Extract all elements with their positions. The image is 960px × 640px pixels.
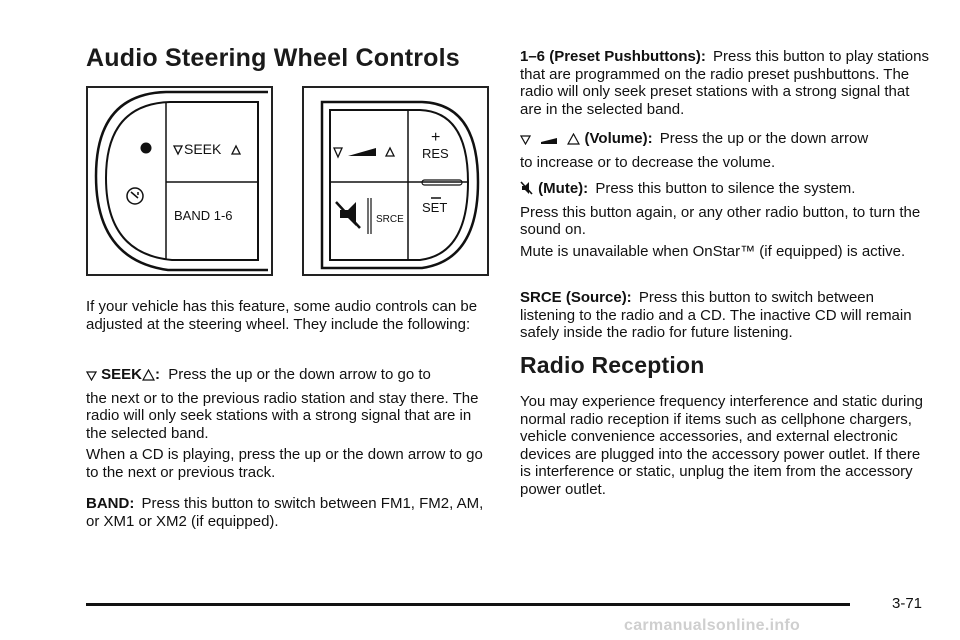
page-number: 3-71 xyxy=(892,595,923,612)
band-button-label: BAND 1-6 xyxy=(174,208,233,223)
band-term: BAND: xyxy=(86,495,135,512)
volume-mute-control-illustration xyxy=(304,88,487,274)
intro-paragraph: If your vehicle has this feature, some audio controls can be adjusted at the steering wheel. They include the following: xyxy=(86,298,478,333)
band-text: Press this button to switch between FM1, FM2, AM, or XM1 or XM2 (if equipped). xyxy=(86,495,484,530)
srce-paragraph xyxy=(520,289,930,342)
mute-icon xyxy=(520,181,534,200)
seek-up-arrow-icon xyxy=(232,146,240,154)
volume-up-arrow-icon xyxy=(386,148,394,156)
section-heading-radio-reception: Radio Reception xyxy=(520,352,705,378)
volume-level-icon xyxy=(541,132,557,150)
mute-speaker-icon xyxy=(336,202,360,228)
steering-control-figure-right xyxy=(302,86,489,276)
volume-wedge-icon xyxy=(348,148,376,156)
preset-text: Press this button to play stations that are programmed on the radio preset pushbuttons. The radio will only seek preset stations with a strong signal that are in the selected band. xyxy=(520,48,929,118)
seek-term: SEEK xyxy=(101,366,143,383)
mute-term: (Mute): xyxy=(538,180,589,197)
up-arrow-icon xyxy=(142,368,155,386)
volume-up-icon xyxy=(567,132,580,150)
srce-term: SRCE (Source): xyxy=(520,289,632,306)
seek-button-label: SEEK xyxy=(184,141,222,157)
res-button-label: RES xyxy=(422,146,449,161)
cd-paragraph: When a CD is playing, press the up or the down arrow to go to the next or previous track. xyxy=(86,446,483,481)
srce-text: Press this button to switch between listening to the radio and a CD. The inactive CD will remain safely inside the radio for future listening. xyxy=(520,289,912,341)
volume-lead-text: Press the up or the down arrow xyxy=(659,130,869,147)
voice-command-icon xyxy=(127,188,143,204)
seek-down-arrow-icon xyxy=(174,146,182,154)
seek-band-control-illustration xyxy=(88,88,271,274)
mute-paragraph xyxy=(520,180,930,239)
dot-icon xyxy=(141,143,152,154)
down-arrow-icon xyxy=(86,368,97,386)
seek-lead-text: Press the up or the down arrow to go to xyxy=(168,366,431,383)
seek-paragraph xyxy=(86,366,486,442)
mute-availability-paragraph: Mute is unavailable when OnStar™ (if equipped) is active. xyxy=(520,243,906,260)
preset-paragraph xyxy=(520,48,930,118)
preset-term: 1–6 (Preset Pushbuttons): xyxy=(520,48,706,65)
watermark: carmanualsonline.info xyxy=(624,617,801,634)
volume-rest-text: to increase or to decrease the volume. xyxy=(520,153,776,171)
volume-paragraph xyxy=(520,130,930,171)
band-paragraph xyxy=(86,495,486,530)
seek-rest-text: the next or to the previous radio station and stay there. The radio will only seek stations with a strong signal that are in the selected band. xyxy=(86,389,479,442)
radio-reception-paragraph: You may experience frequency interference and static during normal radio reception if items such as cellphone chargers, vehicle convenience accessories, and external electronic devices are plugged into the accessory power outlet. If there is interference or static, unplug the item from the accessory power outlet. xyxy=(520,393,924,498)
srce-button-label: SRCE xyxy=(376,214,404,225)
svg-text:+: + xyxy=(431,129,441,146)
volume-down-arrow-icon xyxy=(334,148,342,157)
mute-lead-text: Press this button to silence the system. xyxy=(595,180,856,197)
set-button-label: SET xyxy=(422,200,448,215)
mute-rest-text: Press this button again, or any other radio button, to turn the sound on. xyxy=(520,203,921,238)
steering-control-figure-left xyxy=(86,86,273,276)
volume-down-icon xyxy=(520,132,531,150)
section-heading-audio-controls: Audio Steering Wheel Controls xyxy=(86,44,460,72)
volume-term: (Volume): xyxy=(584,130,653,147)
footer-rule xyxy=(86,603,850,606)
seek-colon: : xyxy=(155,366,161,383)
